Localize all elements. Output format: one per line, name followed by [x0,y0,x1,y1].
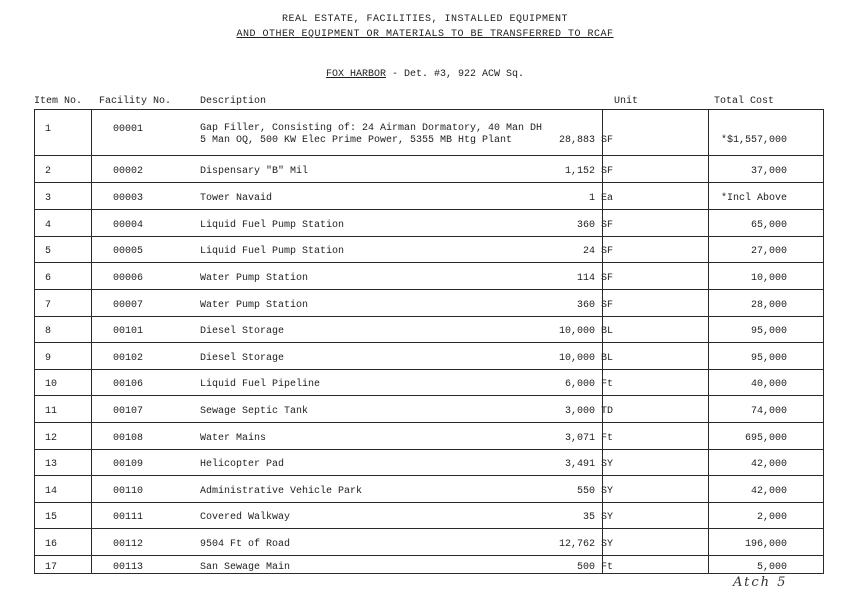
facility-description: 9504 Ft of Road [200,539,291,550]
row-divider [35,555,823,556]
total-cost: 5,000 [756,562,787,573]
total-cost: 95,000 [750,353,787,364]
unit-quantity: 1,152 SF [564,166,613,177]
item-number: 3 [45,193,52,204]
row-divider [35,155,823,156]
facility-number: 00004 [113,220,144,231]
facility-number: 00003 [113,193,144,204]
document-subtitle [0,69,850,80]
facility-description: Water Pump Station [200,300,309,311]
item-number: 15 [45,512,58,523]
facility-number: 00110 [113,486,144,497]
item-number: 5 [45,246,52,257]
facility-description: Liquid Fuel Pipeline [200,379,321,390]
total-cost: 40,000 [750,379,787,390]
total-cost: 28,000 [750,300,787,311]
unit-quantity: 3,000 TD [564,406,613,417]
unit-quantity: 500 Ft [576,562,613,573]
total-cost: 695,000 [744,433,787,444]
document-title-line-2: AND OTHER EQUIPMENT OR MATERIALS TO BE TRANSFERRED TO RCAF [236,29,614,40]
facility-number: 00001 [113,124,144,135]
facility-number: 00109 [113,459,144,470]
total-cost: *$1,557,000 [720,135,787,146]
item-number: 14 [45,486,58,497]
facility-description: Water Pump Station [200,273,309,284]
unit-quantity: 550 SY [576,486,613,497]
unit-quantity: 10,000 BL [558,353,613,364]
item-number: 10 [45,379,58,390]
unit-quantity: 360 SF [576,220,613,231]
header-total-cost: Total Cost [714,96,775,107]
facility-description: Water Mains [200,433,267,444]
facility-number: 00005 [113,246,144,257]
row-divider [35,449,823,450]
item-number: 9 [45,353,52,364]
item-number: 17 [45,562,58,573]
total-cost: 65,000 [750,220,787,231]
facility-description: Gap Filler, Consisting of: 24 Airman Dormatory, 40 Man DH [200,123,543,134]
facility-description: San Sewage Main [200,562,291,573]
facility-number: 00002 [113,166,144,177]
facility-number: 00101 [113,326,144,337]
row-divider [35,395,823,396]
facilities-table [34,109,824,574]
row-divider [35,316,823,317]
row-divider [35,422,823,423]
unit-quantity: 360 SF [576,300,613,311]
row-divider [35,289,823,290]
unit-quantity: 3,491 SY [564,459,613,470]
total-cost: 95,000 [750,326,787,337]
row-divider [35,528,823,529]
facility-number: 00113 [113,562,144,573]
facility-description: Tower Navaid [200,193,273,204]
total-cost: 10,000 [750,273,787,284]
unit-quantity: 24 SF [582,246,613,257]
item-number: 7 [45,300,52,311]
facility-description-line-2: 5 Man OQ, 500 KW Elec Prime Power, 5355 MB Htg Plant [200,135,513,146]
unit-quantity: 12,762 SY [558,539,613,550]
total-cost: 27,000 [750,246,787,257]
unit-quantity: 10,000 BL [558,326,613,337]
unit-quantity: 35 SY [582,512,613,523]
total-cost: 74,000 [750,406,787,417]
row-divider [35,475,823,476]
item-number: 6 [45,273,52,284]
unit-quantity: 3,071 Ft [564,433,613,444]
row-divider [35,236,823,237]
unit-quantity: 28,883 SF [558,135,613,146]
unit-quantity: 6,000 Ft [564,379,613,390]
row-divider [35,182,823,183]
total-cost: 37,000 [750,166,787,177]
document-title-line-1: REAL ESTATE, FACILITIES, INSTALLED EQUIPMENT [281,14,569,25]
facility-description: Diesel Storage [200,353,285,364]
facility-number: 00111 [113,512,144,523]
facility-number: 00106 [113,379,144,390]
facility-description: Liquid Fuel Pump Station [200,220,345,231]
header-description: Description [200,96,267,107]
facility-number: 00108 [113,433,144,444]
facility-number: 00107 [113,406,144,417]
item-number: 12 [45,433,58,444]
row-divider [35,262,823,263]
facility-number: 00006 [113,273,144,284]
facility-number: 00007 [113,300,144,311]
item-number: 16 [45,539,58,550]
total-cost: 2,000 [756,512,787,523]
header-unit: Unit [614,96,639,107]
site-detail: - Det. #3, 922 ACW Sq. [392,69,525,80]
item-number: 8 [45,326,52,337]
item-number: 4 [45,220,52,231]
item-number: 11 [45,406,58,417]
row-divider [35,369,823,370]
unit-quantity: 1 Ea [588,193,613,204]
facility-description: Diesel Storage [200,326,285,337]
total-cost: 196,000 [744,539,787,550]
facility-number: 00112 [113,539,144,550]
row-divider [35,342,823,343]
facility-description: Sewage Septic Tank [200,406,309,417]
item-number: 13 [45,459,58,470]
total-cost: 42,000 [750,459,787,470]
facility-number: 00102 [113,353,144,364]
site-name: FOX HARBOR [325,69,386,80]
attachment-note: Atch 5 [733,575,788,590]
facility-description: Covered Walkway [200,512,291,523]
header-item-no: Item No. [34,96,83,107]
unit-quantity: 114 SF [576,273,613,284]
row-divider [35,209,823,210]
row-divider [35,502,823,503]
facility-description: Liquid Fuel Pump Station [200,246,345,257]
header-facility-no: Facility No. [99,96,172,107]
facility-description: Helicopter Pad [200,459,285,470]
total-cost: *Incl Above [720,193,787,204]
item-number: 1 [45,124,52,135]
facility-description: Administrative Vehicle Park [200,486,363,497]
total-cost: 42,000 [750,486,787,497]
facility-description: Dispensary "B" Mil [200,166,309,177]
item-number: 2 [45,166,52,177]
